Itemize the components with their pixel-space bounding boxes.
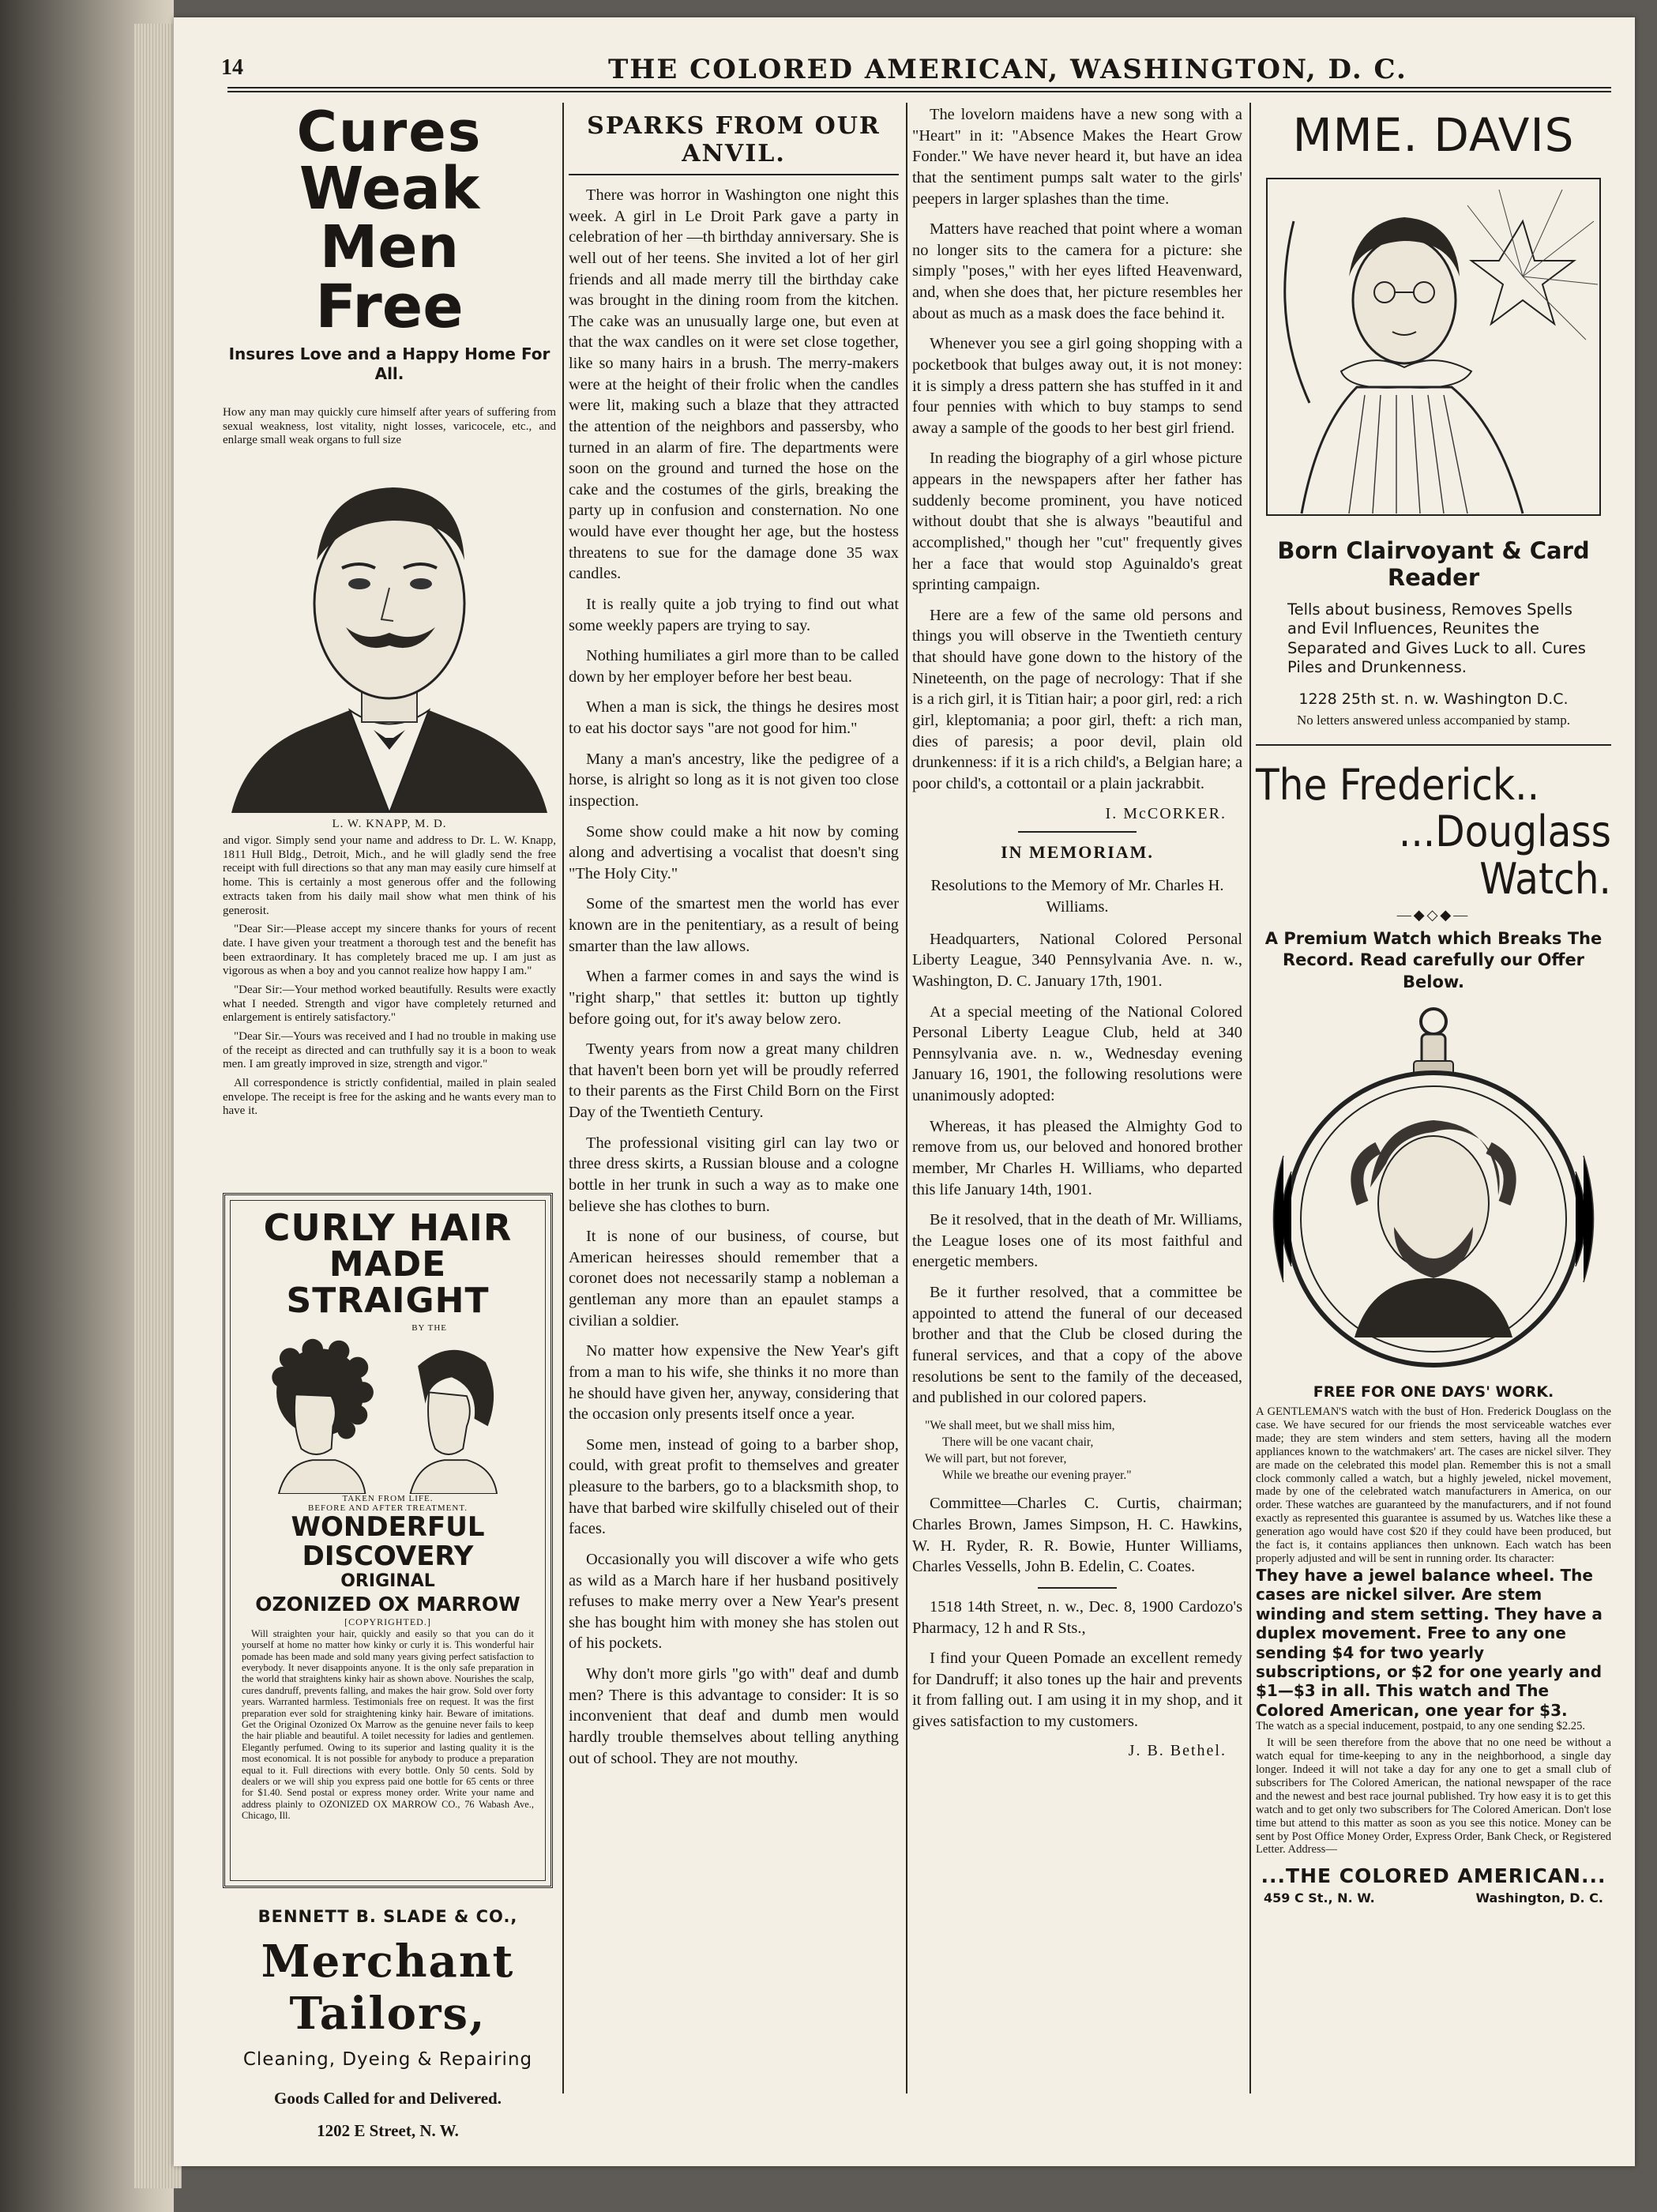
title-line: Weak Men — [299, 155, 480, 281]
original-label: ORIGINAL — [340, 1571, 435, 1592]
watch-body: A GENTLEMAN'S watch with the bust of Hon. Frederick Douglass on the case. We have secured for our friends the most serviceable watches ever made; they are stem winders and stem setters, having all the modern appliances known to the watchmakers' art. The cases are nickel silver. They are made on the celebrated this model plan. Remember this is not a small clock commonly called a watch, but a highly jeweled, nickel movement, made by one of the celebrated watch manufacturers in America, on our order. These watches are guaranteed by the manufacturers, and if not found exactly as represented this guarantee is assumed by us. Watches like these a generation ago would have cost $20 if they could have been produced, but the fact is, it contains appliances then unknown. Each watch has been properly adjusted and will be sent in running order. Its character: — [1256, 1405, 1611, 1566]
poem-line: While we breathe our evening prayer." — [942, 1468, 1132, 1482]
col3-body — [912, 104, 1242, 794]
cures-ad-title — [223, 100, 556, 341]
letter-signature: J. B. Bethel. — [1128, 1741, 1227, 1759]
free-heading: FREE FOR ONE DAYS' WORK. — [1313, 1382, 1554, 1401]
column-rule — [906, 103, 907, 2094]
title-line: Free — [315, 271, 464, 341]
watch-special: The watch as a special inducement, postpaid, to any one sending $2.25. — [1256, 1720, 1586, 1733]
poem-line: "We shall meet, but we shall miss him, — [925, 1418, 1115, 1432]
bennett-slade-ad — [223, 1907, 553, 2141]
cures-body: and vigor. Simply send your name and address to Dr. L. W. Knapp, 1811 Hull Bldg., Detroit, Mich., and he will gladly send the free receipt with full directions so that any man may easily cure himself at home. This is certainly a most generous offer and the following extracts taken from his daily mail show what men think of his generosit. — [223, 834, 556, 917]
product-name: OZONIZED OX MARROW — [255, 1592, 520, 1616]
sparks-paragraph: Many a man's ancestry, like the pedigree of a horse, is alright so long as it is not given too close inspection. — [569, 750, 899, 810]
paper-city: Washington, D. C. — [1475, 1890, 1603, 1906]
curly-hair-ad — [223, 1193, 553, 1888]
confidential-note: All correspondence is strictly confidential, mailed in plain sealed envelope. The receipt is free for the asking and he wants every man to have it. — [223, 1077, 556, 1118]
col3-paragraph: The lovelorn maidens have a new song with a "Heart" in it: "Absence Makes the Heart Grow Fonder." We have never heard it, but have an idea that the sentiment pumps salt water to the girls' peepers in larger splashes than the time. — [912, 106, 1242, 208]
ornament: —◆◇◆— — [1396, 907, 1471, 924]
divider — [1038, 1587, 1117, 1589]
sparks-paragraph: No matter how expensive the New Year's gift from a man to his wife, she thinks it no more than he should have given her, anyway, considering that the occasion only presents itself once a year. — [569, 1342, 899, 1424]
col3-paragraph: In reading the biography of a girl whose picture appears in the newspapers after her father has suddenly become prominent, you have noticed without doubt that she is always "beautiful and accomplished," though her "cut" frequently gives her a face that would stop Aguinaldo's great sprinting campaign. — [912, 450, 1242, 594]
curly-title: MADE STRAIGHT — [286, 1244, 490, 1322]
mme-davis-portrait — [1262, 174, 1605, 520]
memoriam-poem — [925, 1418, 1242, 1484]
testimonial: "Dear Sir:—Your method worked beautifully. Results were exactly what I needed. Strength and vigor have completely returned and enlargement is entirely satisfactory." — [223, 983, 556, 1025]
taken-from-life: TAKEN FROM LIFE. — [342, 1493, 434, 1503]
poem-line: We will part, but not forever, — [925, 1451, 1067, 1465]
sparks-paragraph: It is really quite a job trying to find out what some weekly papers are trying to say. — [569, 595, 899, 634]
davis-note: No letters answered unless accompanied by stamp. — [1296, 712, 1571, 728]
letter-head: 1518 14th Street, n. w., Dec. 8, 1900 Cardozo's Pharmacy, 12 h and R Sts., — [912, 1597, 1242, 1637]
cures-intro: How any man may quickly cure himself after years of suffering from sexual weakness, lost vitality, night losses, varicocele, etc., and enlarge small weak organs to full size — [223, 406, 556, 447]
before-after: BEFORE AND AFTER TREATMENT. — [308, 1503, 468, 1513]
doctor-portrait-illustration — [224, 465, 555, 813]
committee: Committee—Charles C. Curtis, chairman; Charles Brown, James Simpson, H. C. Hawkins, W. H. Ryder, R. R. Bowie, Hunter Williams, Charles Vessells, John B. Edelin, C. Coates. — [912, 1495, 1242, 1576]
memoriam-paragraph: Be it further resolved, that a committee be appointed to attend the funeral of our deceased brother and that the Club be closed during the funeral services, and that a copy of the above resolutions be sent to the family of the deceased, and published in our colored papers. — [912, 1284, 1242, 1407]
sparks-heading: SPARKS FROM OUR ANVIL. — [569, 104, 899, 175]
watch-title: The Frederick.. — [1256, 759, 1540, 810]
paper-street: 459 C St., N. W. — [1264, 1890, 1375, 1906]
sparks-paragraph: It is none of our business, of course, but American heiresses should remember that a coronet does not necessarily stamp a nobleman a gentleman any more than an epaulet stamps a civilian a soldier. — [569, 1228, 899, 1330]
col3-paragraph: Whenever you see a girl going shopping with a pocketbook that bulges away out, it is not money: it is simply a dress pattern she has stuffed in it and four pennies with which to buy stamps to send away a sample of the goods to her best girl friend. — [912, 335, 1242, 437]
testimonial: "Dear Sir:—Please accept my sincere thanks for yours of recent date. I have given your treatment a thorough test and the benefit has been extraordinary. It has completely braced me up. I am just as vigorous as when a boy and you cannot realize how happy I am." — [223, 923, 556, 978]
page-header — [221, 41, 1611, 88]
by-the: BY THE — [411, 1322, 447, 1333]
memoriam-body — [912, 929, 1242, 1409]
watch-closing: It will be seen therefore from the above that no one need be without a watch equal for time-keeping to any in the neighborhood, a single day longer. Indeed it will not take a day for any one to get a small club of subscribers for The Colored American, the national newspaper of the race and the newest and best race journal published. Try how easy it is to get this watch and to get only two subscribers for The Colored American. Don't lose time but attend to this matter as soon as you see this notice. Money can be sent by Post Office Money Order, Express Order, Bank Check, or Registered Letter. Address— — [1256, 1736, 1611, 1856]
watch-title: ...Douglass Watch. — [1398, 807, 1611, 904]
memoriam-paragraph: Whereas, it has pleased the Almighty God to remove from us, our beloved and honored brother member, Mr Charles H. Williams, who departed this life January 14th, 1901. — [912, 1117, 1242, 1198]
copyrighted: [COPYRIGHTED.] — [344, 1616, 431, 1627]
column-4 — [1256, 104, 1611, 1905]
sparks-paragraph: The professional visiting girl can lay two or three dress skirts, a Russian blouse and a cologne bottle in her trunk in such a way as to make one believe she has clothes to burn. — [569, 1134, 899, 1215]
davis-title: Born Clairvoyant & Card Reader — [1277, 537, 1590, 591]
goods-called: Goods Called for and Delivered. — [274, 2089, 502, 2108]
services: Cleaning, Dyeing & Repairing — [242, 2049, 533, 2070]
separator — [1256, 744, 1611, 746]
sparks-paragraph: When a man is sick, the things he desires most to eat his doctor says "are not good for him." — [569, 698, 899, 737]
watch-premium: A Premium Watch which Breaks The Record. Read carefully our Offer Below. — [1264, 929, 1603, 991]
title-line: Cures — [296, 100, 483, 164]
masthead: THE COLORED AMERICAN, WASHINGTON, D. C. — [608, 54, 1407, 85]
paper-name: ...THE COLORED AMERICAN... — [1261, 1864, 1606, 1888]
sparks-paragraph: Twenty years from now a great many children that haven't been born yet will be proudly referred to their parents as the First Child Born on the First Day of the Twentieth Century. — [569, 1040, 899, 1121]
sparks-paragraph: Some of the smartest men the world has ever known are in the penitentiary, as a result of being smarter than the law allows. — [569, 895, 899, 955]
memoriam-paragraph: Be it resolved, that in the death of Mr. Williams, the League loses one of its most faithful and energetic members. — [912, 1211, 1242, 1271]
poem-line: There will be one vacant chair, — [942, 1435, 1094, 1449]
trade: Merchant Tailors, — [261, 1936, 515, 2040]
column-2 — [569, 104, 899, 1778]
column-rule — [1249, 103, 1251, 2094]
davis-name: MME. DAVIS — [1292, 108, 1575, 162]
sparks-paragraph: Why don't more girls "go with" deaf and dumb men? There is this advantage to consider: It is so inconvenient that deaf and dumb men would hardly trouble themselves about telling anything out of school. They are not mouthy. — [569, 1665, 899, 1767]
header-rule — [227, 87, 1611, 92]
divider — [1018, 831, 1137, 833]
firm-address: 1202 E Street, N. W. — [317, 2121, 459, 2140]
paper-address — [1256, 1890, 1611, 1905]
watch-bold-offer: They have a jewel balance wheel. The cases are nickel silver. Are stem winding and stem setting. They have a duplex movement. Free to any one sending $4 for two yearly subscriptions, or $2 for one yearly and $1—$3 in all. This watch and The Colored American, one year for $3. — [1256, 1566, 1603, 1720]
column-1 — [223, 100, 556, 2140]
sparks-paragraph: When a farmer comes in and says the wind is "right sharp," that settles it: button up tightly before going out, for it's away below zero. — [569, 968, 899, 1028]
wonderful-discovery: WONDERFUL DISCOVERY — [291, 1510, 485, 1573]
curly-body: Will straighten your hair, quickly and easily so that you can do it yourself at home no matter how kinky or curly it is. This wonderful hair pomade has been made and sold many years giving perfect satisfaction to everybody. It never disappoints anyone. It is the only safe preparation in the world that straightens kinky hair as shown above. Nourishes the scalp, cures dandruff, prevents falling, and makes the hair grow. Sold over forty years. Warranted harmless. Testimonials free on request. It was the first preparation ever sold for straightening kinky hair. Beware of imitations. Get the Original Ozonized Ox Marrow as the genuine never fails to keep the hair pliable and beautiful. A toilet necessity for ladies and gentlemen. Elegantly perfumed. Owing to its superior and lasting quality it is the most economical. It is not possible for anybody to produce a preparation equal to it. Full directions with every bottle. Only 50 cents. Sold by dealers or we will ship you express paid one bottle for 65 cents or three for $1.40. Send postal or express money order. Write your name and address plainly to OZONIZED OX MARROW CO., 76 Wabash Ave., Chicago, Ill. — [242, 1627, 534, 1822]
sparks-paragraph: There was horror in Washington one night this week. A girl in Le Droit Park gave a party in celebration of her —th birthday anniversary. She is well out of her teens. She invited a lot of her girl friends and all made merry till the birthday cake was brought in the dining room from the kitchen. The cake was an unusually large one, but even at that the wax candles on it were set close together, like so many hairs in a brush. The merry-makers were at the height of their frolic when the candles were lit, making such a blaze that they attracted the attention of the neighbors and passersby, who turned in an alarm of fire. The departments were soon on the ground and turned the hose on the cake and the costumes of the girls, breaking the party up in confusion and consternation. No one would have ever thought her age, but the hostess threatens to sue for the damage done 35 wax candles. — [569, 186, 899, 583]
page-number: 14 — [221, 55, 243, 80]
douglass-watch-illustration — [1268, 1006, 1599, 1377]
testimonial: "Dear Sir.—Yours was received and I had no trouble in making use of the receipt as directed and can truthfully say it is a boon to weak men. I am greatly improved in size, strength and vigor." — [223, 1030, 556, 1071]
signature: I. McCORKER. — [1105, 805, 1227, 823]
column-rule — [562, 103, 564, 2094]
column-3 — [912, 104, 1242, 1766]
memoriam-heading: IN MEMORIAM. — [1001, 842, 1154, 863]
newspaper-page — [174, 17, 1635, 2166]
sparks-paragraph: Nothing humiliates a girl more than to be called down by her employer before her best beau. — [569, 647, 899, 686]
col3-paragraph: Here are a few of the same old persons and things you will observe in the Twentieth century that should have gone down to the history of the Nineteenth, on the page of necrology: That if she is a rich girl, it is Titian hair; a poor girl, red: a rich girl, kleptomania; a poor girl, theft: a rich man, dies of paresis; a poor devil, plain old drunkenness: if it is a rich child's, a Belgian hare; a poor child's, a cottontail or a plain jackrabbit. — [912, 606, 1242, 792]
sparks-body — [569, 185, 899, 1769]
memoriam-paragraph: At a special meeting of the National Colored Personal Liberty League Club, held at 340 Pennsylvania ave. n. w., Wednesday evening January 16, 1901, the following resolutions were unanimously adopted: — [912, 1003, 1242, 1104]
letter-body: I find your Queen Pomade an excellent remedy for Dandruff; it also tones up the hair and prevents it from falling out. I am using it in my shop, and it gives satisfaction to my customers. — [912, 1650, 1242, 1731]
curly-title: CURLY HAIR — [263, 1206, 513, 1249]
cures-subhead: Insures Love and a Happy Home For All. — [228, 344, 550, 383]
before-after-illustration — [242, 1336, 534, 1494]
sparks-paragraph: Occasionally you will discover a wife who gets as wild as a March hare if her husband positively refuses to make merry over a New Year's present she has bought him with money she has stolen out of his pockets. — [569, 1550, 899, 1653]
portrait-caption: L. W. KNAPP, M. D. — [332, 818, 447, 831]
memoriam-subheading: Resolutions to the Memory of Mr. Charles H. Williams. — [930, 877, 1224, 916]
davis-services: Tells about business, Removes Spells and Evil Influences, Reunites the Separated and Gives Luck to all. Cures Piles and Drunkenness. — [1287, 600, 1586, 677]
sparks-paragraph: Some show could make a hit now by coming along and advertising a vocalist that doesn't sing "The Holy City." — [569, 822, 899, 882]
firm-name: BENNETT B. SLADE & CO., — [257, 1907, 518, 1926]
memoriam-paragraph: Headquarters, National Colored Personal Liberty League, 340 Pennsylvania Ave. n. w., Washington, D. C. January 17th, 1901. — [912, 930, 1242, 990]
sparks-paragraph: Some men, instead of going to a barber shop, could, with great profit to themselves and greater pleasure to the barbers, go to a blacksmith shop, to have that barbed wire skilfully chiseled out of their faces. — [569, 1435, 899, 1538]
col3-paragraph: Matters have reached that point where a woman no longer sits to the camera for a picture: she simply "poses," with her eyes lifted Heavenward, and, when she does that, her picture resembles her about as much as a mask does the face behind it. — [912, 220, 1242, 322]
davis-address: 1228 25th st. n. w. Washington D.C. — [1298, 690, 1569, 708]
